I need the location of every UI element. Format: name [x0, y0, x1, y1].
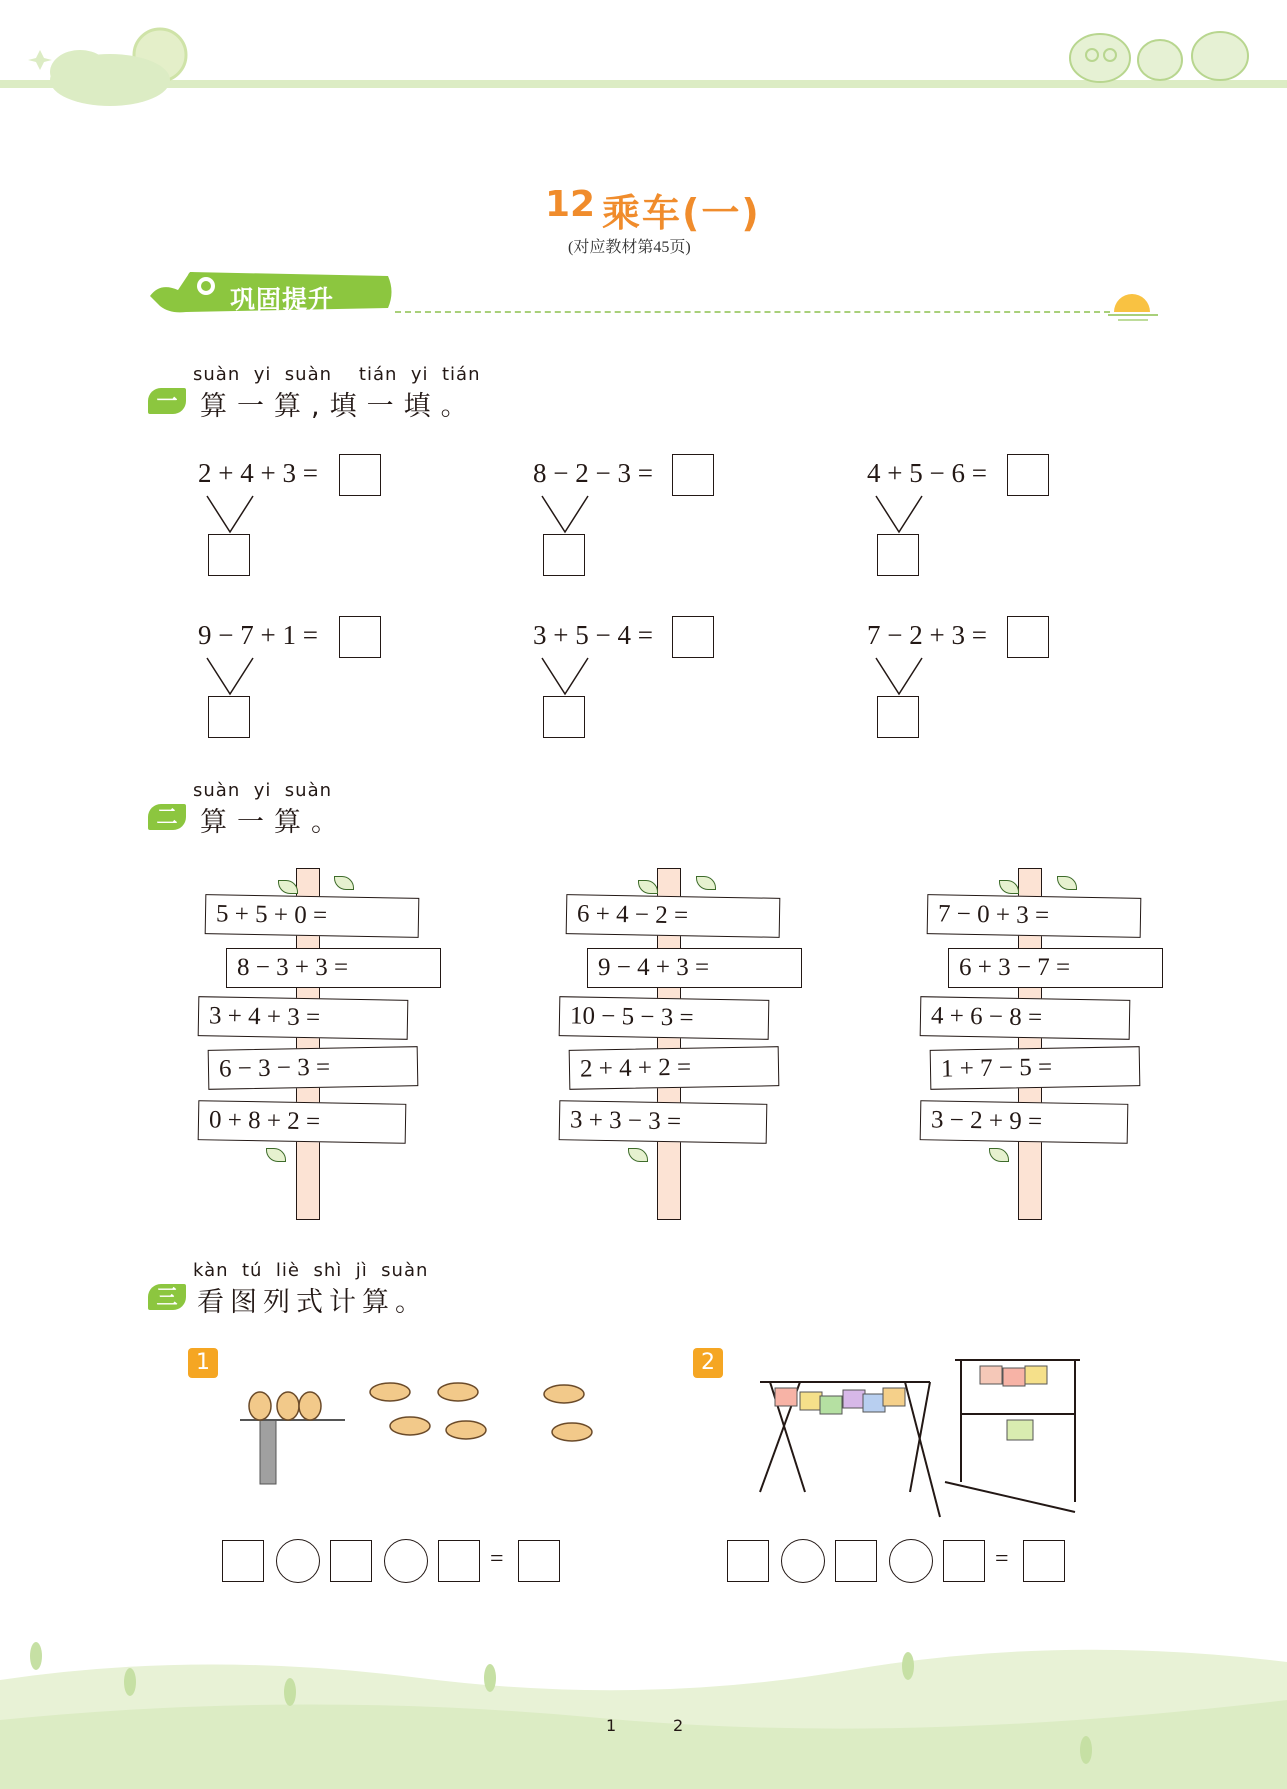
equation-box[interactable] — [438, 1540, 480, 1582]
equals-sign: = — [490, 1546, 504, 1572]
clothes-rack-illustration — [755, 1352, 1085, 1524]
signpost-board: 2 + 4 + 2 = — [569, 1046, 780, 1090]
signpost-board: 3 + 3 − 3 = — [559, 1100, 768, 1144]
problem-number-2: 2 — [693, 1348, 723, 1378]
title-char: 算 — [200, 807, 237, 838]
title-char: 一 — [237, 391, 274, 422]
pinyin-syllable: suàn — [381, 1260, 429, 1281]
pinyin-syllable: tián — [441, 364, 481, 385]
split-lines — [205, 494, 255, 534]
intermediate-box[interactable] — [877, 534, 919, 576]
title-char: 算 — [362, 1287, 395, 1318]
problem-number-1: 1 — [188, 1348, 218, 1378]
section-badge-1: 一 — [148, 388, 186, 414]
split-lines — [874, 656, 924, 696]
title-char: 。 — [440, 391, 478, 422]
signpost-board: 6 − 3 − 3 = — [208, 1046, 419, 1090]
banner-title: 巩固提升 — [230, 285, 335, 314]
title-char: 式 — [296, 1287, 329, 1318]
equation-box[interactable] — [727, 1540, 769, 1582]
answer-box[interactable] — [339, 454, 381, 496]
signpost-board: 0 + 8 + 2 = — [198, 1100, 407, 1144]
signpost-board: 4 + 6 − 8 = — [920, 996, 1131, 1040]
title-char: 计 — [329, 1287, 362, 1318]
leaf-icon — [989, 1148, 1009, 1162]
signpost-board: 3 + 4 + 3 = — [198, 996, 409, 1040]
pinyin-syllable: yi — [410, 364, 429, 385]
operator-circle[interactable] — [276, 1539, 320, 1583]
equation-box[interactable] — [835, 1540, 877, 1582]
section-title-2 — [200, 800, 348, 839]
page-number-left: 1 — [606, 1716, 617, 1735]
section-badge-2: 二 — [148, 804, 186, 830]
intermediate-box[interactable] — [208, 696, 250, 738]
expression: 7 − 2 + 3 = — [867, 620, 987, 650]
pinyin-syllable: tú — [242, 1260, 263, 1281]
split-lines — [205, 656, 255, 696]
birds-illustration — [230, 1370, 610, 1485]
intermediate-box[interactable] — [208, 534, 250, 576]
operator-circle[interactable] — [781, 1539, 825, 1583]
signpost-board: 9 − 4 + 3 = — [587, 948, 802, 988]
title-char: 看 — [197, 1287, 230, 1318]
split-lines — [874, 494, 924, 534]
leaf-icon — [1057, 876, 1077, 890]
pinyin-syllable: suàn — [284, 364, 333, 385]
footer-hills — [0, 1640, 1287, 1789]
sunset-icon — [1108, 288, 1158, 324]
pinyin-syllable: shì — [313, 1260, 343, 1281]
answer-box[interactable] — [1007, 616, 1049, 658]
expression: 9 − 7 + 1 = — [198, 620, 318, 650]
cloud-sun-icon — [20, 10, 200, 110]
leaf-icon — [278, 880, 298, 894]
lesson-title: 乘车(一) — [602, 191, 761, 235]
expression: 8 − 2 − 3 = — [533, 458, 653, 488]
section-title-1 — [200, 384, 478, 423]
pinyin-syllable: tián — [358, 364, 398, 385]
expression: 4 + 5 − 6 = — [867, 458, 987, 488]
intermediate-box[interactable] — [543, 534, 585, 576]
leaf-icon — [638, 880, 658, 894]
signpost-board: 8 − 3 + 3 = — [226, 948, 441, 988]
pinyin-syllable: suàn — [193, 780, 241, 801]
intermediate-box[interactable] — [877, 696, 919, 738]
equation-box[interactable] — [330, 1540, 372, 1582]
title-char: 列 — [263, 1287, 296, 1318]
equals-sign: = — [995, 1546, 1009, 1572]
operator-circle[interactable] — [384, 1539, 428, 1583]
signpost-board: 6 + 4 − 2 = — [566, 894, 781, 938]
signpost-board: 5 + 5 + 0 = — [205, 894, 420, 938]
answer-box[interactable] — [339, 616, 381, 658]
split-lines — [540, 656, 590, 696]
title-char: 。 — [395, 1287, 428, 1318]
pinyin-3 — [193, 1260, 428, 1281]
page-number-right: 2 — [673, 1716, 684, 1735]
title-char: 算 — [274, 807, 311, 838]
expression: 3 + 5 − 4 = — [533, 620, 653, 650]
intermediate-box[interactable] — [543, 696, 585, 738]
pinyin-syllable: kàn — [193, 1260, 229, 1281]
leaf-icon — [334, 876, 354, 890]
lesson-number: 12 — [545, 184, 596, 225]
equation-box[interactable] — [1023, 1540, 1065, 1582]
banner-divider — [395, 311, 1110, 313]
textbook-reference: (对应教材第45页) — [568, 239, 691, 256]
pinyin-syllable: yi — [253, 364, 272, 385]
equation-box[interactable] — [518, 1540, 560, 1582]
leaf-icon — [628, 1148, 648, 1162]
signpost-board: 10 − 5 − 3 = — [559, 996, 770, 1040]
title-char: 一 — [237, 807, 274, 838]
operator-circle[interactable] — [889, 1539, 933, 1583]
signpost-board: 3 − 2 + 9 = — [920, 1100, 1129, 1144]
pinyin-syllable: suàn — [284, 780, 333, 801]
section-title-3 — [197, 1280, 428, 1319]
pinyin-2 — [193, 780, 332, 801]
title-char: 一 — [366, 391, 404, 422]
section-badge-3: 三 — [148, 1284, 186, 1310]
title-char: ,填 — [311, 391, 367, 422]
animal-faces-icon — [1060, 20, 1260, 85]
title-char: 算 — [274, 391, 311, 422]
expression: 2 + 4 + 3 = — [198, 458, 318, 488]
answer-box[interactable] — [672, 454, 714, 496]
equation-box[interactable] — [222, 1540, 264, 1582]
leaf-icon — [266, 1148, 286, 1162]
title-char: 算 — [200, 391, 237, 422]
leaf-icon — [999, 880, 1019, 894]
answer-box[interactable] — [672, 616, 714, 658]
signpost-board: 7 − 0 + 3 = — [927, 894, 1142, 938]
signpost-board: 6 + 3 − 7 = — [948, 948, 1163, 988]
pinyin-syllable: suàn — [193, 364, 241, 385]
answer-box[interactable] — [1007, 454, 1049, 496]
pinyin-syllable: yi — [253, 780, 272, 801]
pinyin-syllable: liè — [275, 1260, 300, 1281]
title-char: 图 — [230, 1287, 263, 1318]
title-char: 填 — [403, 391, 441, 422]
leaf-icon — [696, 876, 716, 890]
title-char: 。 — [311, 807, 348, 838]
split-lines — [540, 494, 590, 534]
equation-box[interactable] — [943, 1540, 985, 1582]
pinyin-syllable: jì — [355, 1260, 368, 1281]
signpost-board: 1 + 7 − 5 = — [930, 1046, 1141, 1090]
pinyin-1 — [193, 364, 480, 385]
